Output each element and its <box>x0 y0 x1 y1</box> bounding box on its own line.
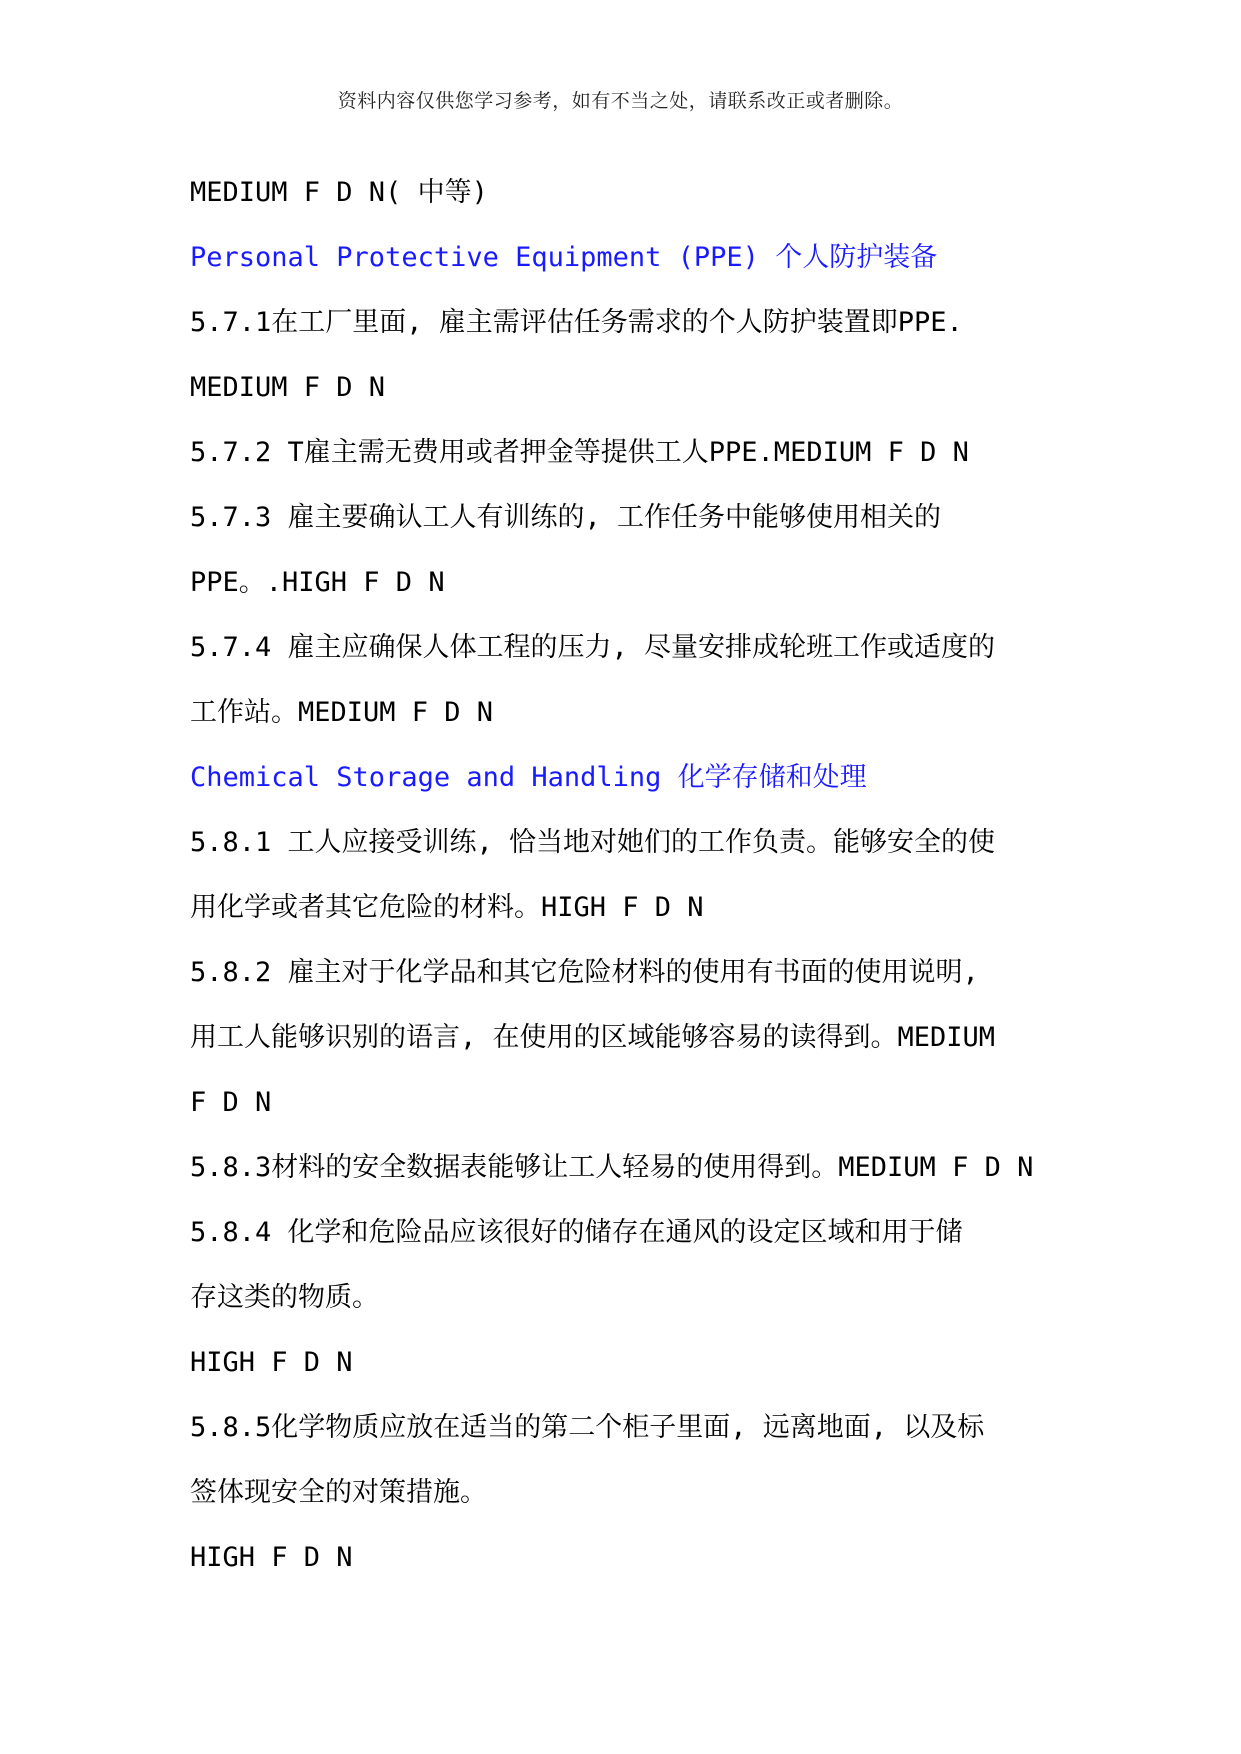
text-line: MEDIUM F D N( 中等) <box>190 177 488 208</box>
text-line: HIGH F D N <box>190 1542 353 1573</box>
section-heading-chemical: Chemical Storage and Handling 化学存储和处理 <box>190 762 867 793</box>
text-line: MEDIUM F D N <box>190 372 386 403</box>
text-line: HIGH F D N <box>190 1347 353 1378</box>
text-line: 5.7.2 T雇主需无费用或者押金等提供工人PPE.MEDIUM F D N <box>190 437 969 468</box>
text-line: 5.7.4 雇主应确保人体工程的压力, 尽量安排成轮班工作或适度的 <box>190 632 996 663</box>
text-line: 5.8.4 化学和危险品应该很好的储存在通风的设定区域和用于储 <box>190 1217 963 1248</box>
text-line: 5.7.1在工厂里面, 雇主需评估任务需求的个人防护装置即PPE. <box>190 307 963 338</box>
text-line: 用化学或者其它危险的材料。HIGH F D N <box>190 892 704 923</box>
text-line: 5.8.1 工人应接受训练, 恰当地对她们的工作负责。能够安全的使 <box>190 827 996 858</box>
text-line: 存这类的物质。 <box>190 1282 379 1313</box>
text-line: PPE。.HIGH F D N <box>190 567 445 598</box>
text-line: 5.8.2 雇主对于化学品和其它危险材料的使用有书面的使用说明, <box>190 957 979 988</box>
text-line: 5.7.3 雇主要确认工人有训练的, 工作任务中能够使用相关的 <box>190 502 942 533</box>
text-line: 签体现安全的对策措施。 <box>190 1477 487 1508</box>
text-line: 工作站。MEDIUM F D N <box>190 697 494 728</box>
text-line: F D N <box>190 1087 272 1118</box>
document-body <box>190 160 1110 1590</box>
page-header-notice: 资料内容仅供您学习参考，如有不当之处，请联系改正或者删除。 <box>337 90 904 112</box>
text-line: 5.8.5化学物质应放在适当的第二个柜子里面, 远离地面, 以及标 <box>190 1412 985 1443</box>
text-line: 5.8.3材料的安全数据表能够让工人轻易的使用得到。MEDIUM F D N <box>190 1152 1034 1183</box>
section-heading-ppe: Personal Protective Equipment (PPE) 个人防护装备 <box>190 242 938 273</box>
text-line: 用工人能够识别的语言, 在使用的区域能够容易的读得到。MEDIUM <box>190 1022 996 1053</box>
